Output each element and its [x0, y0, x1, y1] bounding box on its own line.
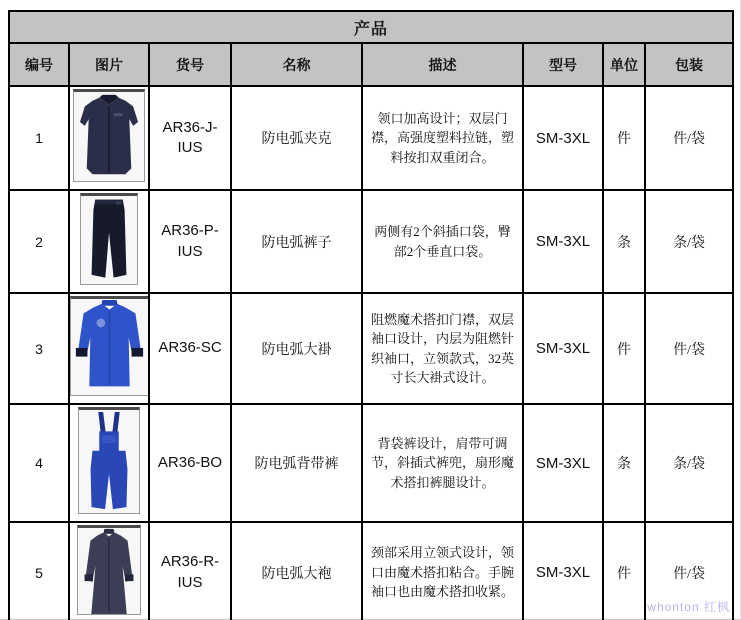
table-row — [9, 86, 733, 190]
table-header-row — [9, 43, 733, 86]
column-header-unit: 单位 — [603, 43, 645, 86]
product-name: 防电弧背带裤 — [231, 404, 362, 522]
product-photo — [78, 407, 140, 514]
product-name: 防电弧夹克 — [231, 86, 362, 190]
row-number: 3 — [9, 293, 69, 404]
product-unit: 件 — [603, 86, 645, 190]
smock-icon — [71, 299, 148, 395]
robe-icon — [78, 528, 140, 614]
product-photo-cell — [69, 522, 149, 620]
item-number: AR36-J-IUS — [149, 86, 231, 190]
product-model: SM-3XL — [523, 522, 603, 620]
product-packaging: 件/袋 — [645, 293, 733, 404]
product-name: 防电弧大袍 — [231, 522, 362, 620]
product-description: 领口加高设计；双层门襟，高强度塑料拉链，塑料按扣双重闭合。 — [362, 86, 523, 190]
watermark-text: whonton 红枫 — [647, 600, 730, 614]
row-number: 2 — [9, 190, 69, 293]
table-row — [9, 404, 733, 522]
table-row — [9, 293, 733, 404]
bib-overalls-icon — [79, 410, 139, 513]
product-unit: 条 — [603, 404, 645, 522]
item-number: AR36-R-IUS — [149, 522, 231, 620]
table-row — [9, 190, 733, 293]
item-number: AR36-BO — [149, 404, 231, 522]
row-number: 1 — [9, 86, 69, 190]
jacket-icon — [74, 92, 144, 181]
product-packaging: 条/袋 — [645, 404, 733, 522]
product-photo-cell — [69, 190, 149, 293]
product-model: SM-3XL — [523, 190, 603, 293]
product-description: 背袋裤设计，肩带可调节，斜插式裤兜，扇形魔术搭扣裤腿设计。 — [362, 404, 523, 522]
item-number: AR36-P-IUS — [149, 190, 231, 293]
column-header-item-no: 货号 — [149, 43, 231, 86]
column-header-description: 描述 — [362, 43, 523, 86]
column-header-packaging: 包装 — [645, 43, 733, 86]
product-description: 阻燃魔术搭扣门襟，双层袖口设计，内层为阻燃针织袖口，立领款式，32英寸长大褂式设计。 — [362, 293, 523, 404]
product-photo — [73, 89, 145, 182]
product-packaging: 件/袋 — [645, 86, 733, 190]
product-name: 防电弧大褂 — [231, 293, 362, 404]
pants-icon — [81, 196, 137, 284]
product-description: 颈部采用立领式设计，领口由魔术搭扣粘合。手腕袖口也由魔术搭扣收紧。 — [362, 522, 523, 620]
table-row — [9, 522, 733, 620]
product-packaging: 条/袋 — [645, 190, 733, 293]
table-title-row — [9, 11, 733, 43]
column-header-number: 编号 — [9, 43, 69, 86]
table-title: 产品 — [9, 11, 733, 43]
product-model: SM-3XL — [523, 293, 603, 404]
column-header-model: 型号 — [523, 43, 603, 86]
column-header-name: 名称 — [231, 43, 362, 86]
product-unit: 条 — [603, 190, 645, 293]
product-table — [8, 10, 734, 620]
product-unit: 件 — [603, 522, 645, 620]
product-name: 防电弧裤子 — [231, 190, 362, 293]
product-photo — [80, 193, 138, 285]
product-packaging: 件/袋 — [645, 522, 733, 620]
product-model: SM-3XL — [523, 86, 603, 190]
product-photo-cell — [69, 293, 149, 404]
product-photo — [77, 525, 141, 615]
product-photo-cell — [69, 404, 149, 522]
product-unit: 件 — [603, 293, 645, 404]
product-description: 两侧有2个斜插口袋，臀部2个垂直口袋。 — [362, 190, 523, 293]
row-number: 4 — [9, 404, 69, 522]
row-number: 5 — [9, 522, 69, 620]
product-model: SM-3XL — [523, 404, 603, 522]
column-header-picture: 图片 — [69, 43, 149, 86]
item-number: AR36-SC — [149, 293, 231, 404]
product-photo — [70, 296, 149, 396]
product-photo-cell — [69, 86, 149, 190]
